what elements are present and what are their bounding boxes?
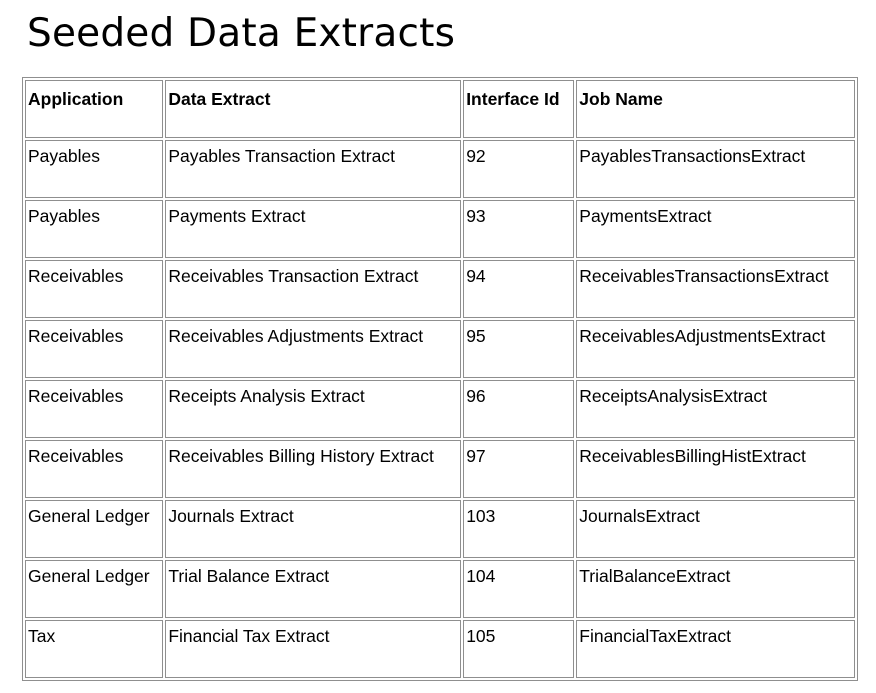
cell-data-extract: Payments Extract [165, 200, 461, 258]
header-job-name: Job Name [576, 80, 855, 138]
header-data-extract: Data Extract [165, 80, 461, 138]
cell-application: General Ledger [25, 560, 163, 618]
table-row [25, 380, 855, 438]
table-row [25, 320, 855, 378]
cell-job-name: TrialBalanceExtract [576, 560, 855, 618]
cell-job-name: JournalsExtract [576, 500, 855, 558]
cell-application: Payables [25, 200, 163, 258]
table-row [25, 200, 855, 258]
cell-interface-id: 93 [463, 200, 574, 258]
cell-job-name: ReceiptsAnalysisExtract [576, 380, 855, 438]
cell-job-name: ReceivablesBillingHistExtract [576, 440, 855, 498]
extracts-table [22, 77, 858, 681]
cell-data-extract: Receivables Transaction Extract [165, 260, 461, 318]
cell-data-extract: Financial Tax Extract [165, 620, 461, 678]
cell-application: Receivables [25, 320, 163, 378]
cell-application: General Ledger [25, 500, 163, 558]
page-title: Seeded Data Extracts [27, 11, 456, 56]
cell-job-name: PayablesTransactionsExtract [576, 140, 855, 198]
cell-data-extract: Payables Transaction Extract [165, 140, 461, 198]
cell-application: Receivables [25, 260, 163, 318]
cell-application: Receivables [25, 380, 163, 438]
header-application: Application [25, 80, 163, 138]
table-row [25, 620, 855, 678]
extracts-table-container [22, 77, 858, 681]
cell-interface-id: 103 [463, 500, 574, 558]
cell-job-name: ReceivablesAdjustmentsExtract [576, 320, 855, 378]
cell-application: Payables [25, 140, 163, 198]
cell-interface-id: 97 [463, 440, 574, 498]
table-header-row [25, 80, 855, 138]
table-row [25, 140, 855, 198]
cell-data-extract: Receivables Billing History Extract [165, 440, 461, 498]
cell-interface-id: 104 [463, 560, 574, 618]
cell-data-extract: Journals Extract [165, 500, 461, 558]
cell-interface-id: 94 [463, 260, 574, 318]
cell-job-name: ReceivablesTransactionsExtract [576, 260, 855, 318]
cell-data-extract: Receipts Analysis Extract [165, 380, 461, 438]
header-interface-id: Interface Id [463, 80, 574, 138]
cell-interface-id: 96 [463, 380, 574, 438]
cell-interface-id: 92 [463, 140, 574, 198]
cell-application: Tax [25, 620, 163, 678]
cell-data-extract: Trial Balance Extract [165, 560, 461, 618]
cell-application: Receivables [25, 440, 163, 498]
table-row [25, 500, 855, 558]
cell-interface-id: 95 [463, 320, 574, 378]
table-row [25, 260, 855, 318]
cell-interface-id: 105 [463, 620, 574, 678]
cell-data-extract: Receivables Adjustments Extract [165, 320, 461, 378]
table-row [25, 560, 855, 618]
cell-job-name: PaymentsExtract [576, 200, 855, 258]
cell-job-name: FinancialTaxExtract [576, 620, 855, 678]
table-row [25, 440, 855, 498]
